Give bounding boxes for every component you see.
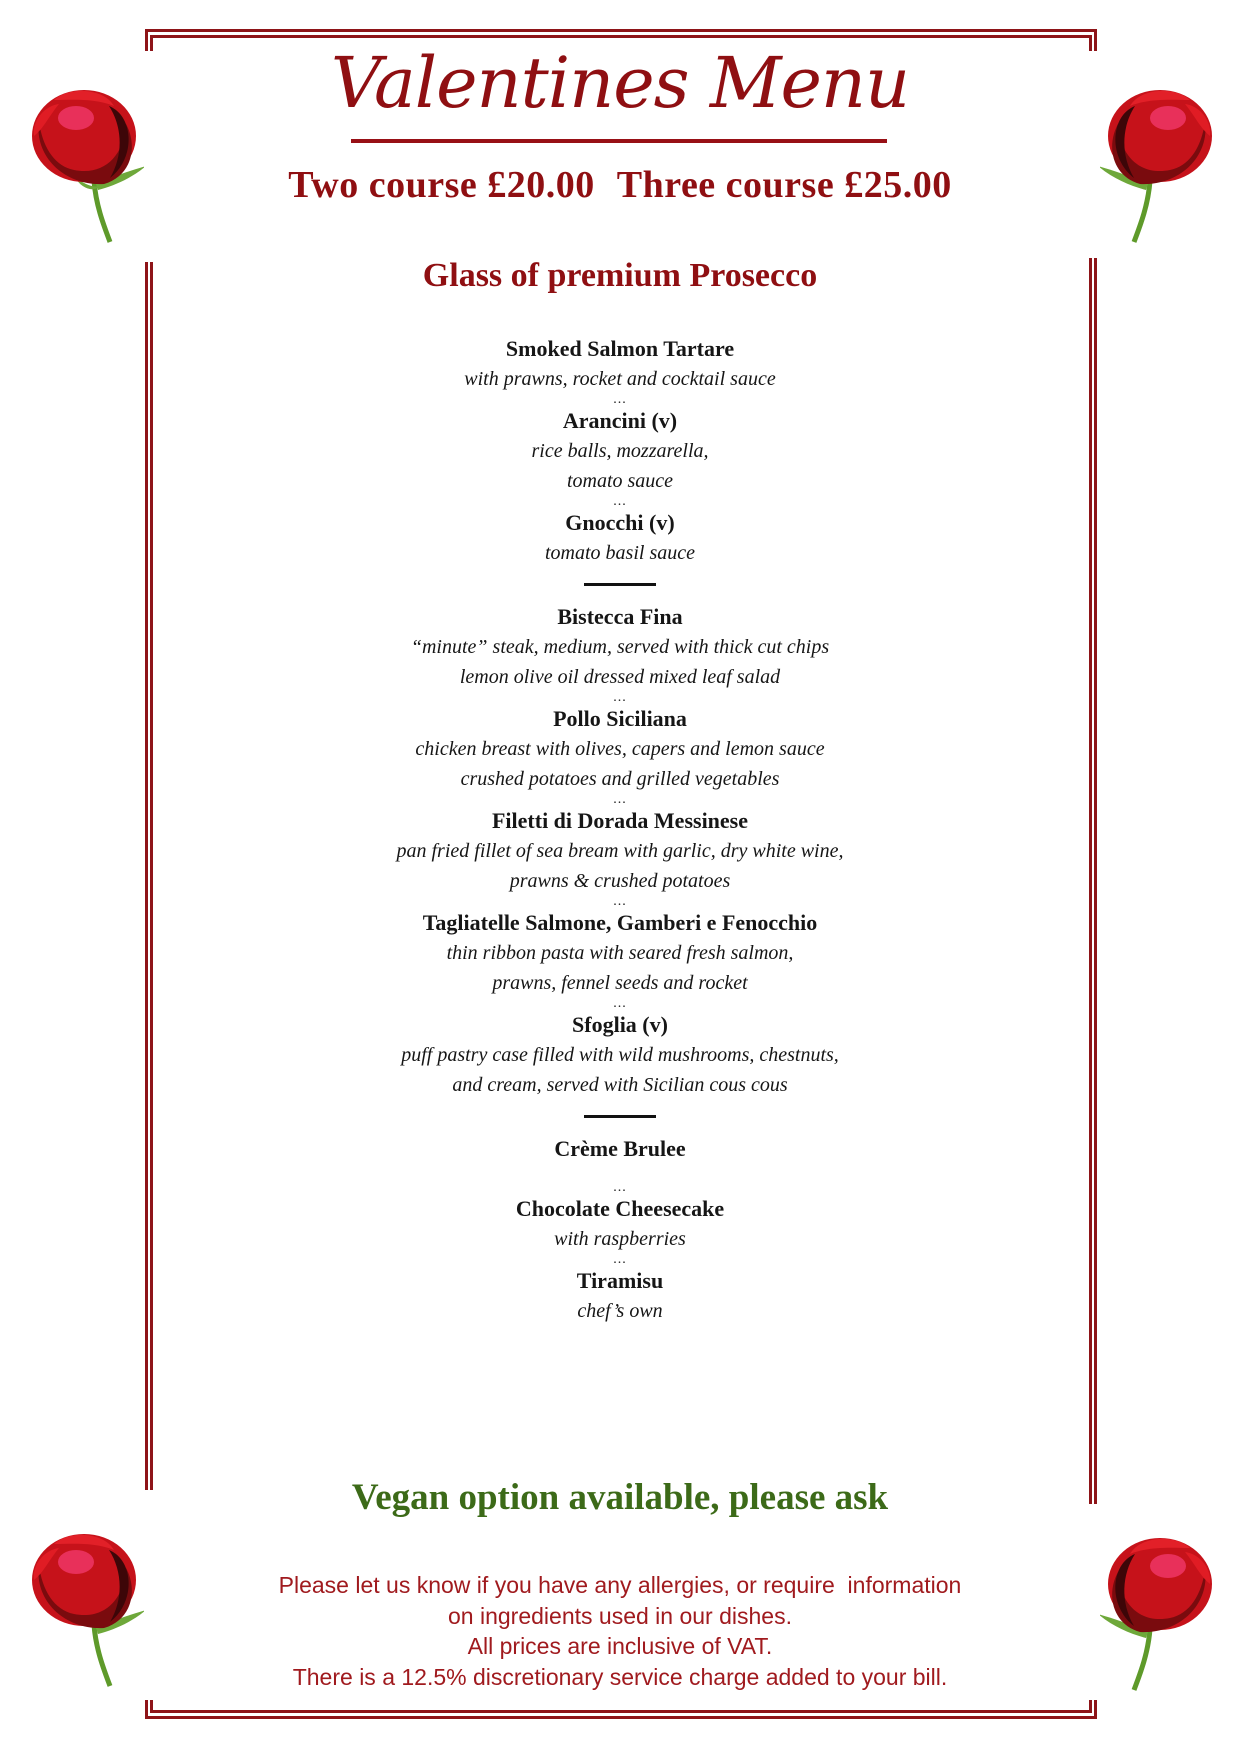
menu-item [0, 704, 1240, 794]
item-separator: ... [613, 494, 627, 509]
disclaimer-line: There is a 12.5% discretionary service charge added to your bill. [292, 1663, 948, 1690]
title-underline [351, 139, 887, 143]
menu-item [0, 508, 1240, 568]
dish-name: Filetti di Dorada Messinese [491, 808, 749, 833]
dish-name: Tiramisu [576, 1268, 664, 1293]
starters-section [0, 334, 1240, 568]
dish-name: Gnocchi (v) [565, 510, 675, 535]
item-separator: ... [613, 1252, 627, 1267]
item-separator: ... [613, 894, 627, 909]
dish-description: tomato basil sauce [545, 542, 695, 564]
menu-courses [0, 334, 1240, 1326]
dish-description: chef’s own [577, 1300, 663, 1322]
frame-bottom-outer [145, 1716, 1097, 1719]
dish-name: Bistecca Fina [557, 604, 683, 629]
dish-description: with prawns, rocket and cocktail sauce [464, 368, 776, 390]
menu-item [0, 806, 1240, 896]
frame-right-inner-bottom [1089, 1700, 1092, 1713]
disclaimer-line: on ingredients used in our dishes. [448, 1602, 792, 1629]
disclaimer-line: All prices are inclusive of VAT. [467, 1633, 773, 1659]
dish-description: tomato sauce [566, 470, 674, 492]
menu-item [0, 1266, 1240, 1326]
item-separator: ... [613, 996, 627, 1011]
dish-name: Arancini (v) [562, 408, 678, 433]
menu-item [0, 334, 1240, 394]
vegan-note: Vegan option available, please ask [351, 1477, 889, 1518]
menu-item [0, 1134, 1240, 1164]
item-separator: ... [613, 792, 627, 807]
dish-description: “minute” steak, medium, served with thick cut chips [410, 636, 830, 658]
dish-description: and cream, served with Sicilian cous cous [452, 1074, 788, 1096]
menu-item [0, 1010, 1240, 1100]
dish-description: prawns & crushed potatoes [509, 870, 731, 892]
dish-name: Chocolate Cheesecake [515, 1196, 725, 1221]
frame-left-inner-bottom [150, 1700, 153, 1713]
frame-right-outer-bottom [1094, 1700, 1097, 1719]
item-separator: ... [613, 690, 627, 705]
course-divider [584, 1115, 656, 1118]
dish-name: Pollo Siciliana [553, 706, 687, 731]
allergy-disclaimer [0, 1570, 1240, 1692]
menu-item [0, 1194, 1240, 1254]
dish-description: puff pastry case filled with wild mushrooms, chestnuts, [401, 1044, 839, 1066]
item-separator: ... [613, 1180, 627, 1195]
disclaimer-line: Please let us know if you have any allergies, or require information [278, 1572, 962, 1598]
price-line [0, 163, 1240, 207]
frame-top-outer [145, 29, 1097, 32]
dish-description: lemon olive oil dressed mixed leaf salad [459, 666, 781, 688]
dish-name: Crème Brulee [554, 1136, 686, 1161]
dish-description: rice balls, mozzarella, [531, 440, 709, 462]
item-separator: ... [613, 392, 627, 407]
dish-description: crushed potatoes and grilled vegetables [460, 768, 780, 790]
menu-title: Valentines Menu [330, 42, 910, 124]
dish-description: prawns, fennel seeds and rocket [492, 972, 748, 994]
desserts-section [0, 1134, 1240, 1326]
dish-name: Smoked Salmon Tartare [505, 336, 735, 361]
dish-description: chicken breast with olives, capers and lemon sauce [415, 738, 825, 760]
menu-item [0, 908, 1240, 998]
welcome-drink: Glass of premium Prosecco [422, 257, 818, 294]
menu-item [0, 406, 1240, 496]
dish-description: with raspberries [554, 1228, 686, 1250]
two-course-price: Two course £20.00 [288, 164, 595, 206]
frame-bottom-inner [150, 1710, 1092, 1713]
mains-section [0, 602, 1240, 1100]
frame-top-inner [150, 35, 1092, 38]
dish-name: Tagliatelle Salmone, Gamberi e Fenocchio [422, 910, 818, 935]
dish-description: pan fried fillet of sea bream with garlic, dry white wine, [396, 840, 844, 862]
menu-item [0, 602, 1240, 692]
dish-description: thin ribbon pasta with seared fresh salmon, [446, 942, 794, 964]
dish-name: Sfoglia (v) [572, 1012, 668, 1037]
course-divider [584, 583, 656, 586]
frame-left-outer-bottom [145, 1700, 148, 1719]
three-course-price: Three course £25.00 [616, 164, 952, 206]
